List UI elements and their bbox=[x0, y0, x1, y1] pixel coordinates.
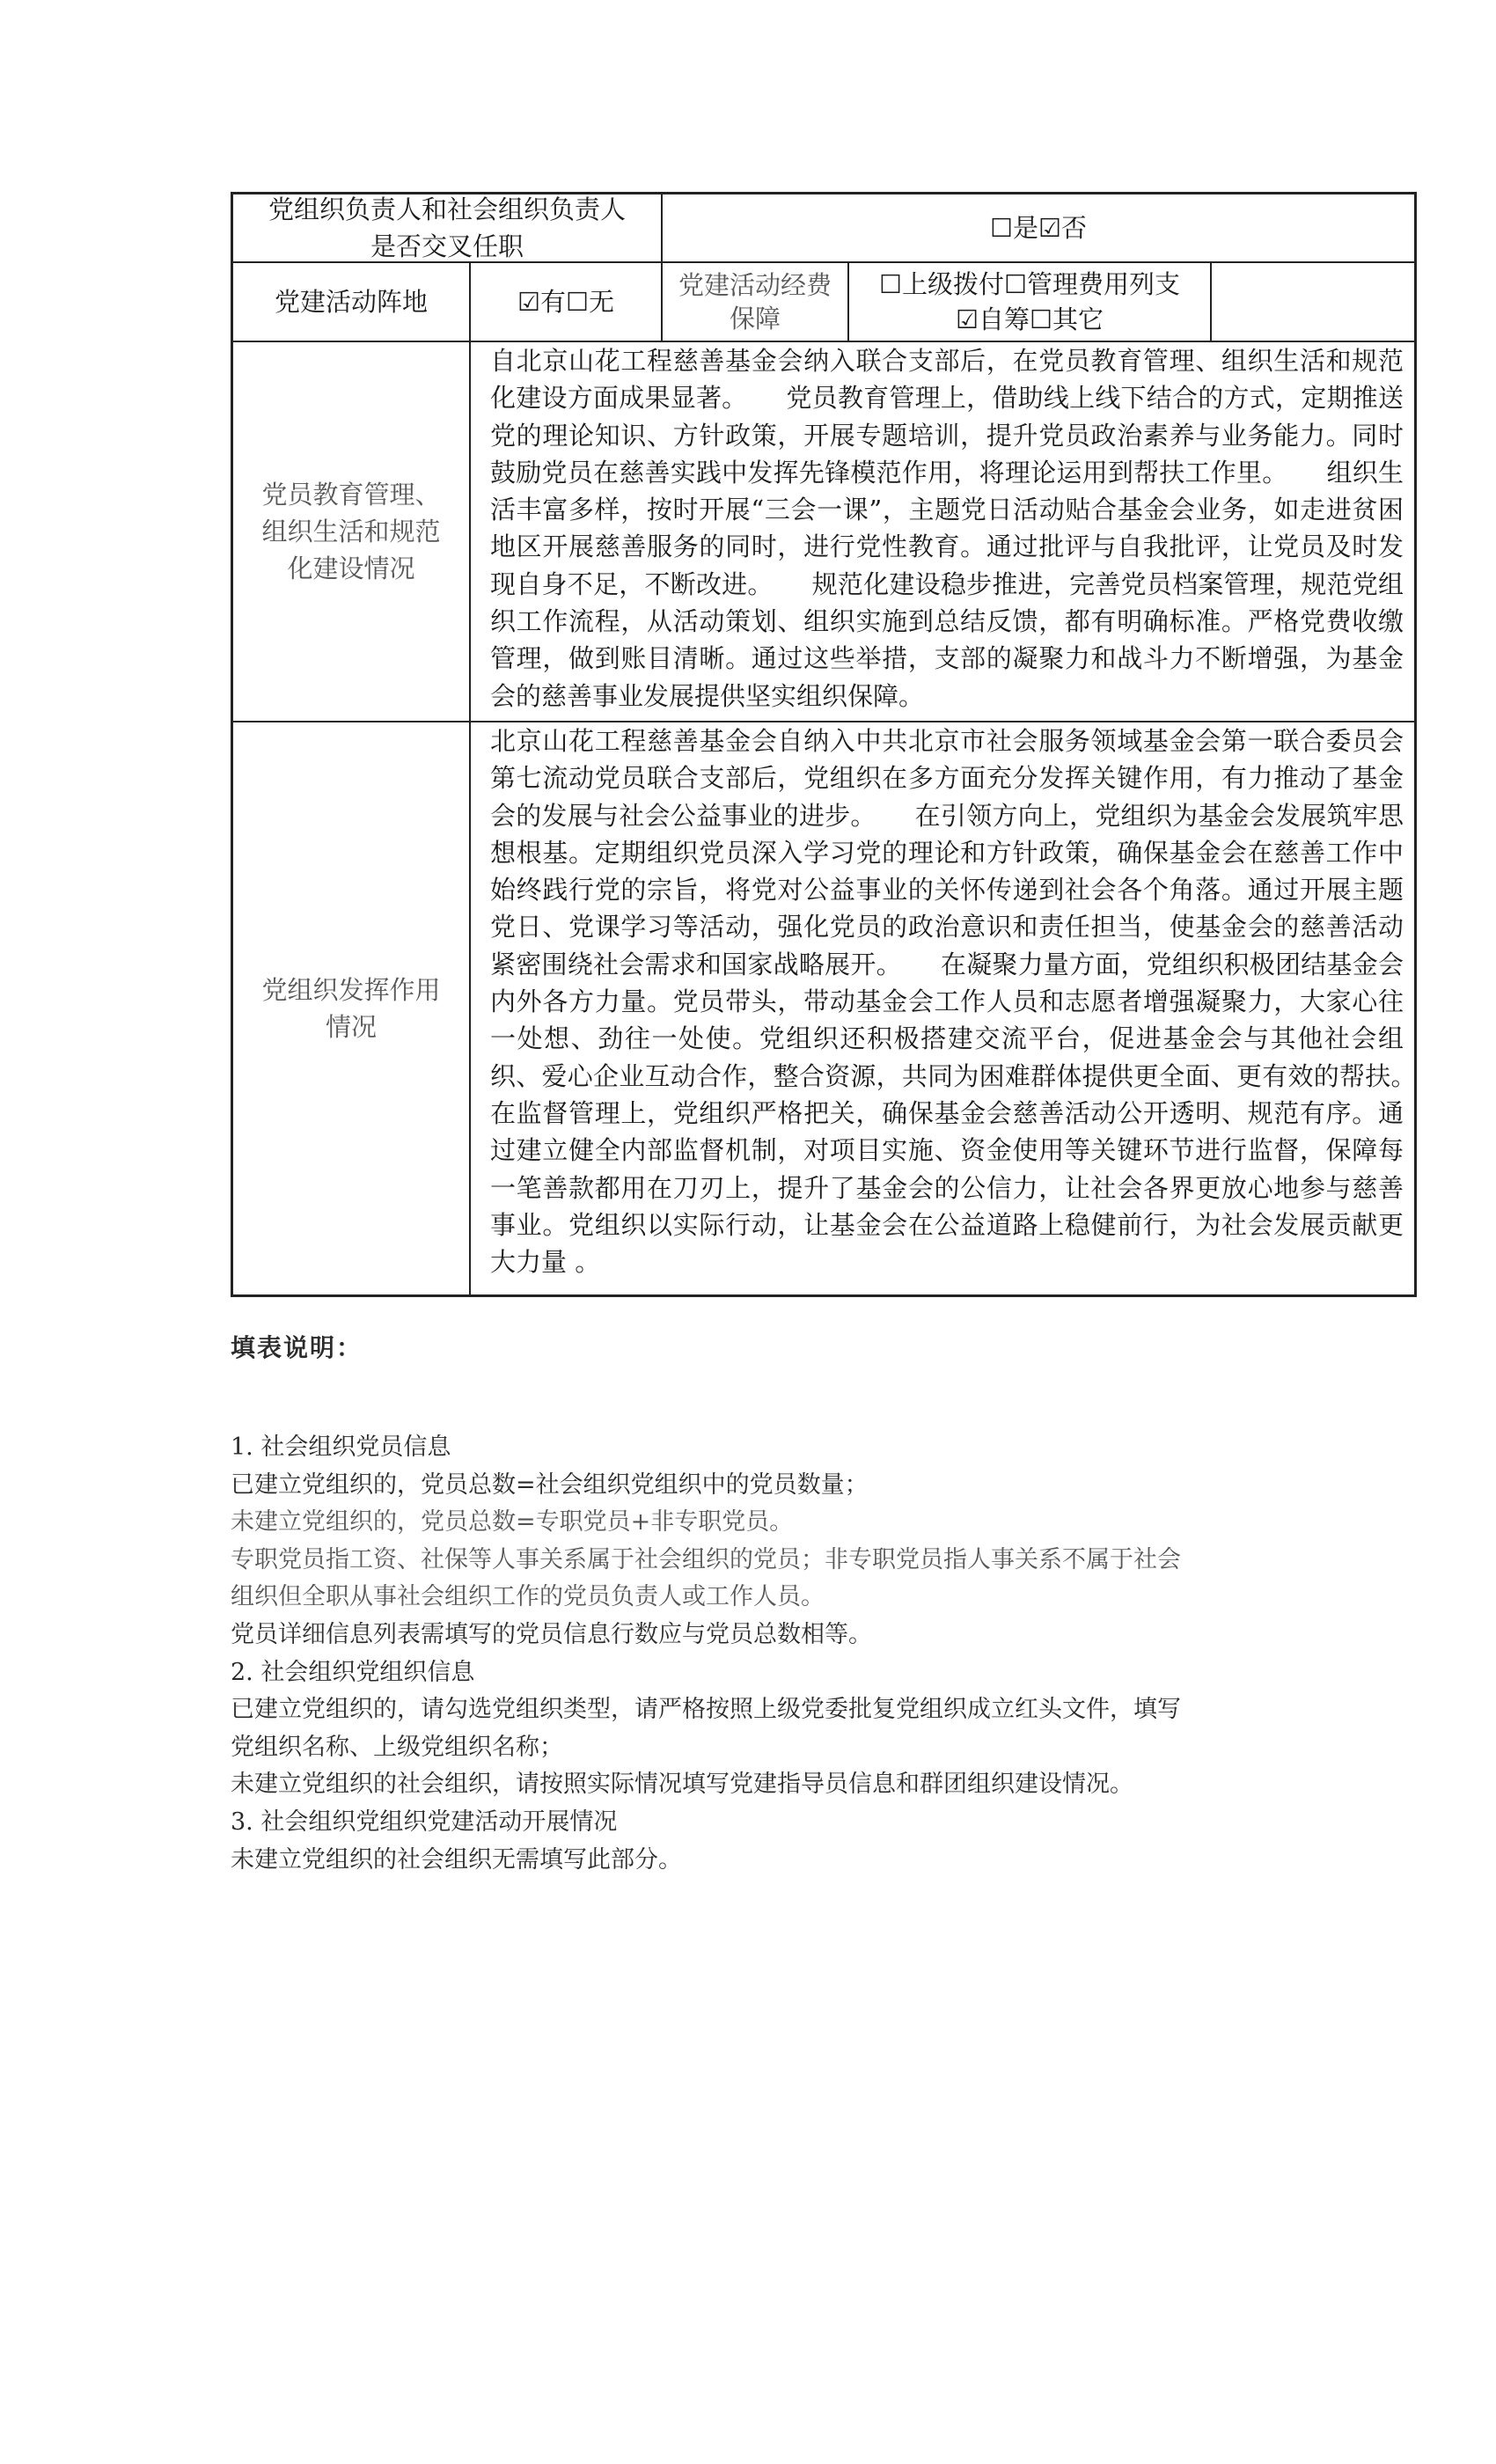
instruction-line: 未建立党组织的社会组织无需填写此部分。 bbox=[231, 1845, 682, 1874]
education-description: 自北京山花工程慈善基金会纳入联合支部后，在党员教育管理、组织生活和规范化建设方面成果显著。 党员教育管理上，借助线上线下结合的方式，定期推送党的理论知识、方针政策，开展专题培训，提升党员政治素养与业务能力。同时鼓励党员在慈善实践中发挥先锋模范作用，将理论运用到帮扶工作里。 组织生活丰富多样，按时开展“三会一课”，主题党日活动贴合基金会业务，如走进贫困地区开展慈善服务的同时，进行党性教育。通过批评与自我批评，让党员及时发现自身不足，不断改进。 规范化建设稳步推进，完善党员档案管理，规范党组织工作流程，从活动策划、组织实施到总结反馈，都有明确标准。严格党费收缴管理，做到账目清晰。通过这些举措，支部的凝聚力和战斗力不断增强，为基金会的慈善事业发展提供坚实组织保障。 bbox=[490, 346, 1404, 711]
form-instructions bbox=[231, 1329, 1287, 1879]
instruction-line: 未建立党组织的，党员总数=专职党员+非专职党员。 bbox=[231, 1508, 794, 1536]
party-building-table bbox=[231, 192, 1456, 1297]
instruction-heading-2: 2. 社会组织党组织信息 bbox=[231, 1658, 475, 1686]
table-row-party-role bbox=[233, 722, 1456, 1294]
instruction-line: 专职党员指工资、社保等人事关系属于社会组织的党员；非专职党员指人事关系不属于社会 bbox=[231, 1545, 1181, 1573]
instruction-line: 组织但全职从事社会组织工作的党员负责人或工作人员。 bbox=[231, 1583, 825, 1611]
activity-funding-value-cell bbox=[849, 263, 1212, 341]
cross-appointment-value-cell bbox=[663, 194, 1414, 261]
funding-options-line1: ☐上级拨付☐管理费用列支 bbox=[879, 269, 1180, 299]
cross-appointment-label-line2: 是否交叉任职 bbox=[370, 231, 524, 261]
table-row-cross-appointment bbox=[233, 194, 1414, 263]
education-label-line3: 化建设情况 bbox=[287, 554, 415, 583]
cross-appointment-label bbox=[261, 191, 633, 265]
education-label bbox=[254, 476, 447, 587]
activity-funding-label-cell bbox=[663, 263, 849, 341]
activity-funding-checkbox-group[interactable] bbox=[872, 267, 1187, 337]
instruction-line: 已建立党组织的，请勾选党组织类型，请严格按照上级党委批复党组织成立红头文件，填写 bbox=[231, 1696, 1181, 1724]
funding-options-line2: ☑自筹☐其它 bbox=[956, 304, 1104, 334]
instructions-title: 填表说明： bbox=[231, 1333, 363, 1362]
empty-cell bbox=[1212, 263, 1414, 341]
activity-site-label: 党建活动阵地 bbox=[274, 287, 428, 317]
instruction-line: 党员详细信息列表需填写的党员信息行数应与党员总数相等。 bbox=[231, 1620, 872, 1648]
education-label-line1: 党员教育管理、 bbox=[261, 480, 441, 510]
activity-site-checkbox-group[interactable]: ☑有☐无 bbox=[517, 287, 614, 317]
party-role-description: 北京山花工程慈善基金会自纳入中共北京市社会服务领域基金会第一联合委员会第七流动党员联合支部后，党组织在多方面充分发挥关键作用，有力推动了基金会的发展与社会公益事业的进步。 在引领方向上，党组织为基金会发展筑牢思想根基。定期组织党员深入学习党的理论和方针政策，确保基金会在慈善工作中始终践行党的宗旨，将党对公益事业的关怀传递到社会各个角落。通过开展主题党日、党课学习等活动，强化党员的政治意识和责任担当，使基金会的慈善活动紧密围绕社会需求和国家战略展开。 在凝聚力量方面，党组织积极团结基金会内外各方力量。党员带头，带动基金会工作人员和志愿者增强凝聚力，大家心往一处想、劲往一处使。党组织还积极搭建交流平台，促进基金会与其他社会组织、爱心企业互动合作，整合资源，共同为困难群体提供更全面、更有效的帮扶。 在监督管理上，党组织严格把关，确保基金会慈善活动公开透明、规范有序。通过建立健全内部监督机制，对项目实施、资金使用等关键环节进行监督，保障每一笔善款都用在刀刃上，提升了基金会的公信力，让社会各界更放心地参与慈善事业。党组织以实际行动，让基金会在公益道路上稳健前行，为社会发展贡献更大力量 。 bbox=[490, 726, 1456, 1278]
cross-appointment-label-cell bbox=[233, 194, 663, 261]
instruction-heading-1: 1. 社会组织党员信息 bbox=[231, 1434, 451, 1461]
table-row-education-management bbox=[233, 342, 1414, 722]
instruction-line: 已建立党组织的，党员总数=社会组织党组织中的党员数量； bbox=[231, 1470, 869, 1499]
instruction-line: 未建立党组织的社会组织，请按照实际情况填写党建指导员信息和群团组织建设情况。 bbox=[231, 1771, 1133, 1799]
cross-appointment-label-line1: 党组织负责人和社会组织负责人 bbox=[268, 194, 626, 224]
activity-funding-label-line1: 党建活动经费 bbox=[678, 270, 832, 300]
party-role-label-cell bbox=[233, 722, 471, 1294]
activity-site-value-cell bbox=[471, 263, 663, 341]
cross-appointment-checkbox-group[interactable]: ☐是☑否 bbox=[990, 213, 1087, 243]
activity-funding-label-line2: 保障 bbox=[729, 304, 781, 334]
instruction-line: 党组织名称、上级党组织名称； bbox=[231, 1733, 563, 1761]
party-role-label bbox=[254, 972, 447, 1045]
table-row-activity-site bbox=[233, 263, 1414, 342]
education-label-line2: 组织生活和规范 bbox=[261, 517, 441, 546]
education-label-cell bbox=[233, 342, 471, 721]
education-text-cell bbox=[471, 342, 1414, 721]
activity-funding-label bbox=[671, 268, 839, 335]
activity-site-label-cell bbox=[233, 263, 471, 341]
party-role-text-cell bbox=[471, 722, 1456, 1294]
instruction-heading-3: 3. 社会组织党组织党建活动开展情况 bbox=[231, 1808, 618, 1836]
party-role-label-line1: 党组织发挥作用 bbox=[261, 975, 441, 1005]
party-role-label-line2: 情况 bbox=[325, 1012, 377, 1042]
